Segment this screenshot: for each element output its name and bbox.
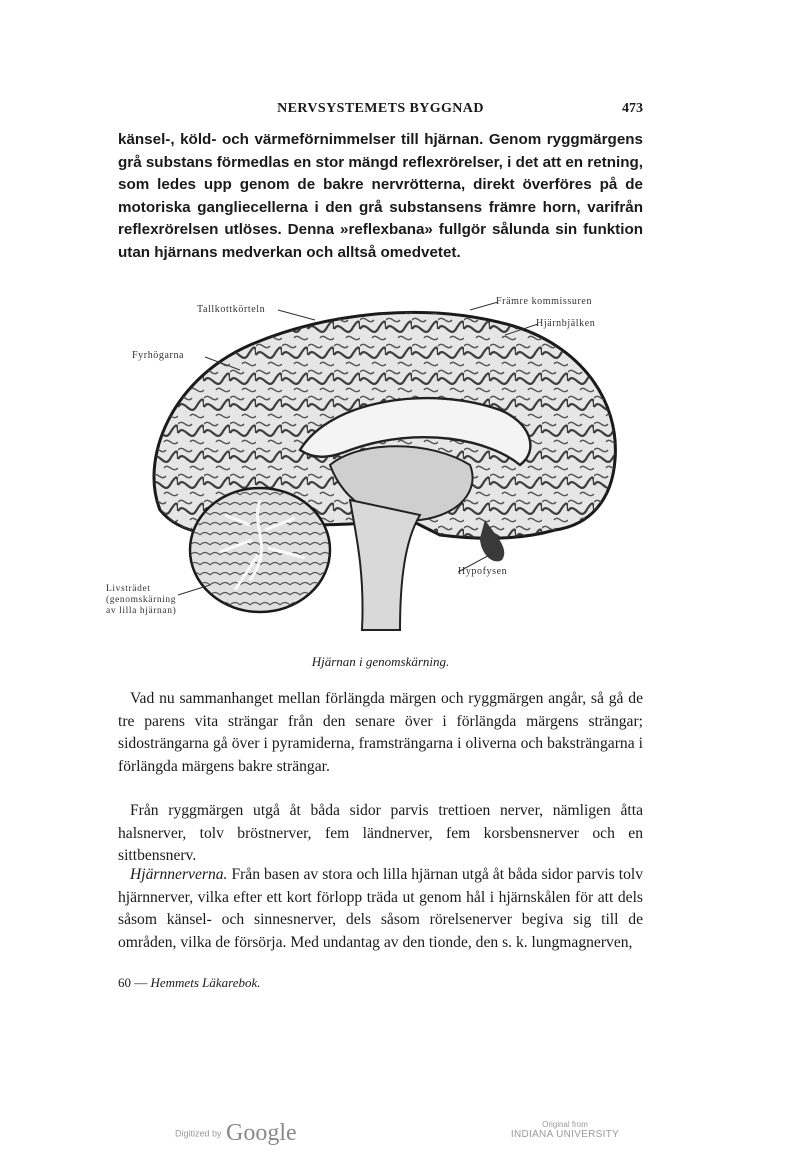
body-paragraph-3-text: Från basen av stora och lilla hjärnan utgå åt båda sidor parvis tolv hjärnnerver, vilka efter ett kort förlopp träda ut genom hål i hjärnskålen för att dels såsom känsel- och sinnesnerver, dels såsom rörelsenerver begiva sig till de områden, vilka de försörja. Med undantag av den tionde, den s. k. lungmagnerven, — [118, 866, 643, 951]
google-logo: Google — [225, 1120, 297, 1146]
brain-illustration — [100, 290, 660, 650]
signature-number: 60 — — [118, 975, 148, 990]
signature-title: Hemmets Läkarebok. — [150, 975, 261, 990]
library-stamp — [505, 1120, 625, 1140]
section-term: Hjärnnerverna. — [130, 866, 228, 883]
running-title: NERVSYSTEMETS BYGGNAD — [277, 101, 484, 116]
body-paragraph-3 — [118, 864, 643, 954]
digitized-stamp — [175, 1120, 297, 1147]
original-from-text: Original from — [542, 1120, 588, 1129]
label-tallkottkorteln: Tallkottkörteln — [197, 304, 266, 315]
body-paragraph-2: Från ryggmärgen utgå åt båda sidor parvis trettioen nerver, nämligen åtta halsnerver, tolv bröstnerver, fem ländnerver, fem korsbensnerver och en sittbensnerv. — [118, 802, 643, 864]
institution-text: INDIANA UNIVERSITY — [510, 1129, 620, 1140]
digitized-by-text: Digitized by — [175, 1128, 222, 1139]
running-head — [118, 101, 643, 121]
brainstem — [350, 500, 420, 630]
page-number: 473 — [622, 101, 643, 116]
printer-signature — [118, 975, 261, 991]
label-hjarnbjalken: Hjärnbjälken — [536, 318, 596, 329]
label-livstradet: Livsträdet (genomskärning av lilla hjärnan) — [106, 584, 177, 616]
label-fyrhogarna: Fyrhögarna — [132, 350, 185, 361]
label-framre-kommissuren: Främre kommissuren — [496, 296, 593, 307]
top-paragraph: känsel-, köld- och värmeförnimmelser till hjärnan. Genom ryggmärgens grå substans förmedlas en stor mängd reflexrörelser, i det att en retning, som ledes upp genom de bakre nervrötterna, direkt överföres på de motoriska gangliecellerna i den grå substansens främre horn, varifrån reflexrörelsen utlöses. Denna »reflexbana» fullgör sålunda sin funktion utan hjärnans medverkan och alltså omedvetet. — [118, 131, 643, 261]
label-hypofysen: Hypofysen — [458, 566, 508, 577]
figure-caption: Hjärnan i genomskärning. — [311, 654, 450, 669]
body-paragraph-1: Vad nu sammanhanget mellan förlängda märgen och ryggmärgen angår, så gå de tre parens vita strängar från den senare över i förlängda märgens strängar; sidosträngarna gå över i pyramiderna, framsträngarna i oliverna och baksträngarna i förlängda märgens bakre strängar. — [118, 690, 643, 775]
